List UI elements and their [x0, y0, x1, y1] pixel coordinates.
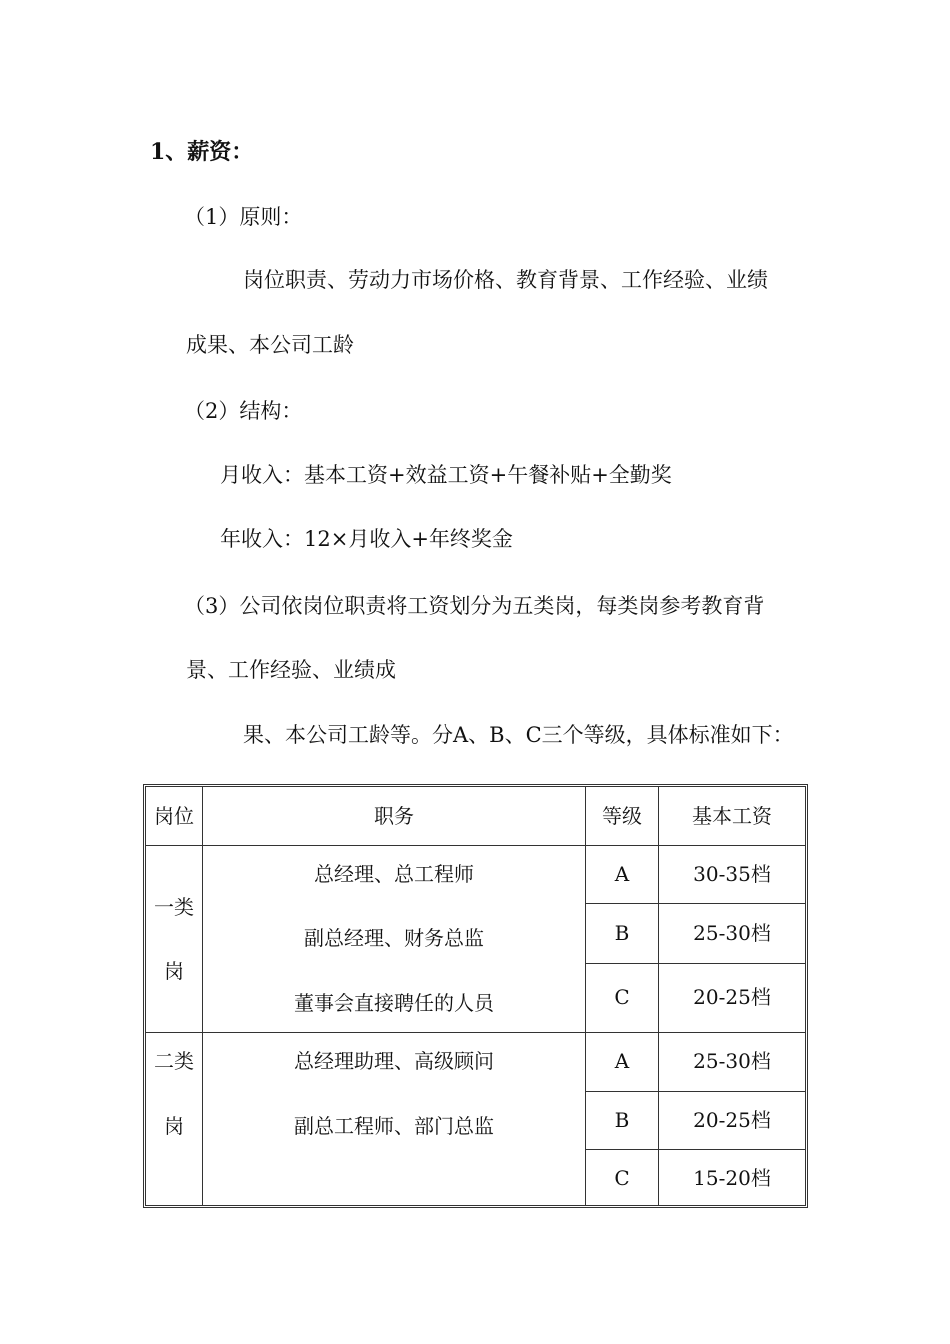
- table-divider: [585, 903, 805, 904]
- duty-item: 总经理助理、高级顾问: [294, 1049, 494, 1073]
- post-group1-line2: 岗: [164, 959, 184, 983]
- post-group2-line1: 二类: [154, 1049, 194, 1073]
- grade-cell: C: [614, 1166, 630, 1190]
- principle-text-line1: 岗位职责、劳动力市场价格、教育背景、工作经验、业绩: [243, 268, 768, 292]
- header-post: 岗位: [154, 804, 194, 828]
- salary-table: [143, 784, 808, 1208]
- grades-intro-line3: 果、本公司工龄等。分A、B、C三个等级，具体标准如下：: [243, 723, 794, 747]
- duty-item: 总经理、总工程师: [314, 862, 474, 886]
- structure-label: （2）结构：: [184, 399, 303, 423]
- principle-label: （1）原则：: [184, 205, 303, 229]
- header-grade: 等级: [602, 804, 642, 828]
- table-divider: [585, 1091, 805, 1092]
- salary-cell: 20-25档: [693, 985, 771, 1009]
- salary-cell: 25-30档: [693, 921, 771, 945]
- grade-cell: A: [614, 862, 630, 886]
- salary-cell: 20-25档: [693, 1108, 771, 1132]
- grade-cell: B: [614, 921, 630, 945]
- table-divider: [585, 1149, 805, 1150]
- salary-cell: 30-35档: [693, 862, 771, 886]
- table-divider: [146, 845, 805, 846]
- post-group1-line1: 一类: [154, 895, 194, 919]
- header-salary: 基本工资: [692, 804, 772, 828]
- salary-cell: 15-20档: [693, 1166, 771, 1190]
- duty-item: 副总工程师、部门总监: [294, 1114, 494, 1138]
- duty-item: 副总经理、财务总监: [304, 926, 484, 950]
- monthly-income: 月收入：基本工资+效益工资+午餐补贴+全勤奖: [220, 463, 672, 487]
- table-divider: [585, 1032, 805, 1033]
- salary-cell: 25-30档: [693, 1049, 771, 1073]
- grades-intro-line2: 景、工作经验、业绩成: [186, 658, 396, 682]
- post-group2-line2: 岗: [164, 1114, 184, 1138]
- principle-text-line2: 成果、本公司工龄: [186, 333, 354, 357]
- header-duty: 职务: [374, 804, 414, 828]
- grades-intro-line1: （3）公司依岗位职责将工资划分为五类岗，每类岗参考教育背: [184, 594, 765, 618]
- grade-cell: B: [614, 1108, 630, 1132]
- table-divider: [146, 1032, 586, 1033]
- grade-cell: A: [614, 1049, 630, 1073]
- duty-item: 董事会直接聘任的人员: [294, 991, 494, 1015]
- annual-income: 年收入：12×月收入+年终奖金: [220, 527, 513, 551]
- section-title: 1、薪资：: [150, 139, 254, 165]
- table-divider: [585, 963, 805, 964]
- grade-cell: C: [614, 985, 630, 1009]
